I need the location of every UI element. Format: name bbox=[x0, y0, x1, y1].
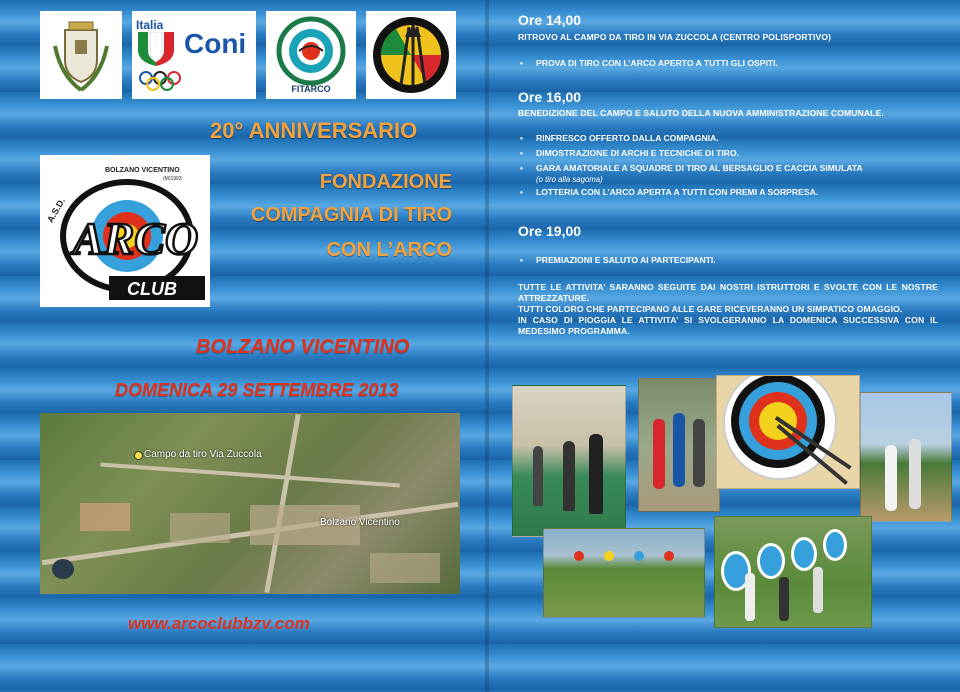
club-logo-asd-text: A.S.D. bbox=[45, 196, 67, 225]
fitarco-text: FITARCO bbox=[291, 84, 331, 94]
website-link[interactable]: www.arcoclubbzv.com bbox=[128, 614, 310, 633]
arco-club-logo bbox=[40, 155, 210, 307]
t1-text: RITROVO AL CAMPO DA TIRO IN VIA ZUCCOLA (CENTRO POLISPORTIVO) bbox=[518, 32, 832, 42]
t2-bullets bbox=[518, 133, 938, 202]
footer-line: IN CASO DI PIOGGIA LE ATTIVITA’ SI SVOLGERANNO LA DOMENICA SUCCESSIVA CON IL MEDESIMO PROGRAMMA. bbox=[518, 315, 938, 336]
bullet-item: • DIMOSTRAZIONE DI ARCHI E TECNICHE DI TIRO. bbox=[518, 148, 938, 159]
coni-name-text: Coni bbox=[184, 28, 247, 59]
map-label-town: Bolzano Vicentino bbox=[320, 517, 400, 528]
right-panel bbox=[488, 0, 960, 692]
coni-stripes-icon bbox=[136, 32, 176, 66]
footer-notes bbox=[518, 282, 938, 337]
time-1400: Ore 14,00 bbox=[518, 12, 582, 28]
club-logo-year-text: (M)1993 bbox=[163, 176, 182, 182]
map-label-campo: Campo da tiro Via Zuccola bbox=[144, 449, 262, 460]
olympic-rings-icon bbox=[138, 70, 192, 92]
bullet-item: • LOTTERIA CON L’ARCO APERTA A TUTTI CON PREMI A SORPRESA. bbox=[518, 187, 938, 198]
bullet-item: • PREMIAZIONI E SALUTO AI PARTECIPANTI. bbox=[518, 255, 938, 266]
bullet-item: • RINFRESCO OFFERTO DALLA COMPAGNIA. bbox=[518, 133, 938, 144]
t1-bullets bbox=[518, 58, 938, 73]
triveneto-logo bbox=[366, 11, 456, 99]
footer-line: TUTTI COLORO CHE PARTECIPANO ALLE GARE RICEVERANNO UN SIMPATICO OMAGGIO. bbox=[518, 304, 903, 314]
coni-italia-text: Italia bbox=[136, 18, 164, 32]
aerial-map bbox=[40, 413, 460, 594]
bullet-item bbox=[518, 163, 938, 185]
photo-indoor-archers bbox=[512, 385, 626, 537]
bullet-item: • PROVA DI TIRO CON L’ARCO APERTO A TUTTI GLI OSPITI. bbox=[518, 58, 938, 69]
photo-target-closeup bbox=[716, 375, 860, 489]
time-1900: Ore 19,00 bbox=[518, 223, 582, 239]
photo-field-archers bbox=[860, 392, 952, 522]
fondazione-line3: CON L’ARCO bbox=[326, 239, 452, 261]
photo-group-archers bbox=[638, 378, 720, 512]
fondazione-line2: COMPAGNIA DI TIRO bbox=[250, 204, 452, 226]
club-logo-top-text: BOLZANO VICENTINO bbox=[105, 167, 180, 174]
campo-pin-icon bbox=[134, 451, 143, 460]
t3-bullets bbox=[518, 255, 938, 270]
bullet-text: GARA AMATORIALE A SQUADRE DI TIRO AL BERSAGLIO E CACCIA SIMULATA bbox=[536, 163, 863, 173]
time-1600: Ore 16,00 bbox=[518, 89, 582, 105]
photo-range-wide bbox=[543, 528, 705, 618]
place-heading: BOLZANO VICENTINO bbox=[196, 336, 410, 358]
date-heading: DOMENICA 29 SETTEMBRE 2013 bbox=[115, 380, 399, 400]
photo-targets-line bbox=[714, 516, 872, 628]
footer-line: TUTTE LE ATTIVITA’ SARANNO SEGUITE DAI NOSTRI ISTRUTTORI E SVOLTE CON LE NOSTRE ATTREZZATURE. bbox=[518, 282, 938, 303]
fitarco-logo bbox=[266, 11, 356, 99]
club-logo-sub-text: CLUB bbox=[127, 279, 177, 299]
coni-logo bbox=[132, 11, 256, 99]
bullet-note: (o tiro alla sagoma) bbox=[536, 175, 603, 184]
t2-text: BENEDIZIONE DEL CAMPO E SALUTO DELLA NUOVA AMMINISTRAZIONE COMUNALE. bbox=[518, 108, 884, 118]
fondazione-line1: FONDAZIONE bbox=[319, 171, 452, 193]
club-logo-main-text: ARCO bbox=[73, 213, 199, 264]
municipal-crest-logo bbox=[40, 11, 122, 99]
anniversary-heading: 20° ANNIVERSARIO bbox=[210, 118, 418, 143]
